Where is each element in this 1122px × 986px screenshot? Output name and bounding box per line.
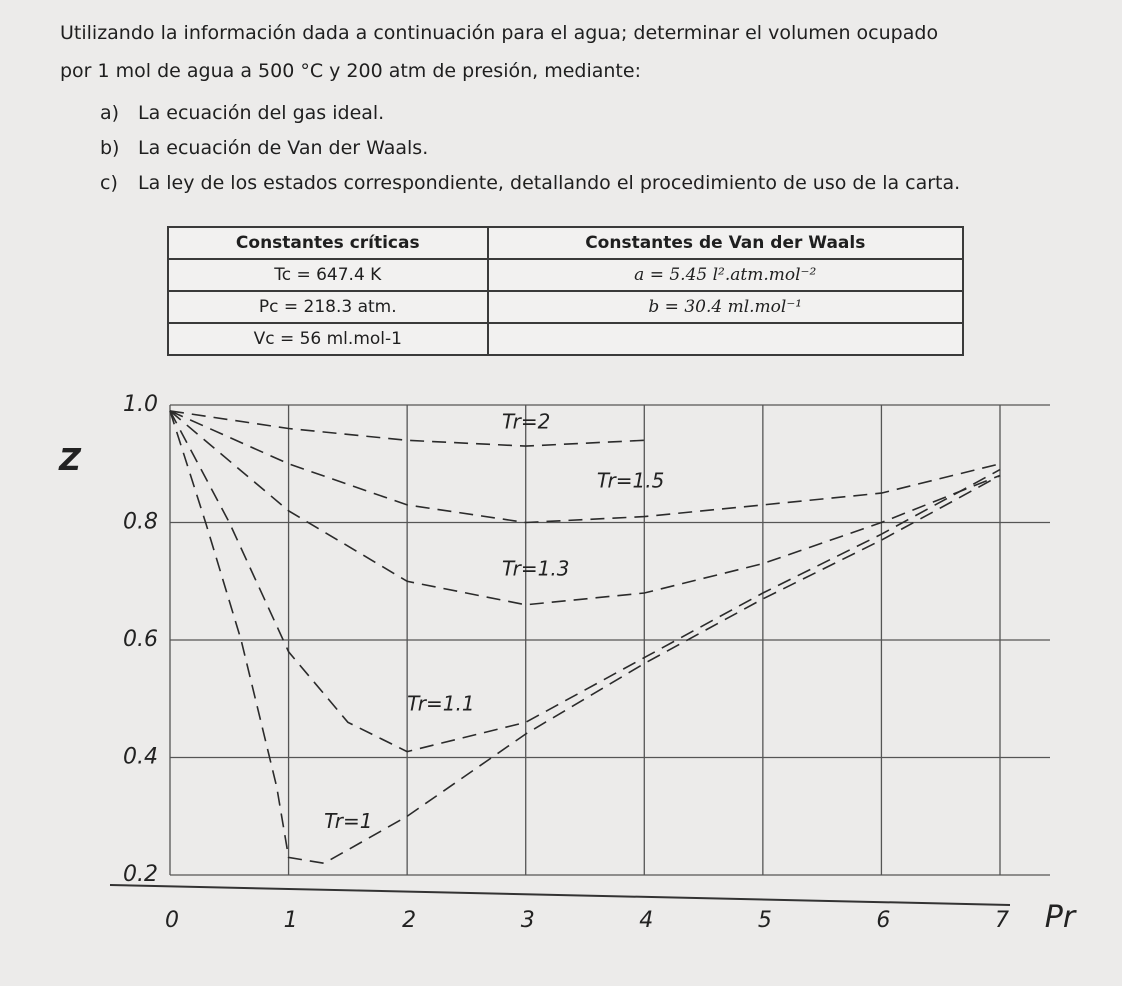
question-list (100, 96, 1100, 201)
table-row (168, 291, 963, 323)
table-cell: a = 5.45 l².atm.mol⁻² (488, 259, 963, 291)
item-text: La ecuación del gas ideal. (138, 102, 385, 124)
x-tick-label: 0 (165, 908, 179, 933)
table-cell: Vc = 56 ml.mol-1 (168, 323, 488, 355)
list-item (100, 131, 1100, 166)
item-text: La ecuación de Van der Waals. (138, 137, 429, 159)
x-tick-label: 5 (757, 908, 772, 933)
list-item (100, 166, 1100, 201)
x-axis-line (110, 885, 1010, 905)
x-tick-label: 4 (639, 908, 654, 933)
x-axis-label: Pr (1044, 900, 1076, 935)
intro-line-2: por 1 mol de agua a 500 °C y 200 atm de presión, mediante: (60, 60, 641, 82)
y-tick-label: 0.8 (123, 509, 158, 535)
y-axis-label: Z (59, 443, 81, 478)
item-letter: a) (100, 102, 120, 124)
table-row (168, 259, 963, 291)
table-row (168, 323, 963, 355)
table-cell: Tc = 647.4 K (168, 259, 488, 291)
series-label: Tr=1 (324, 809, 373, 833)
list-item (100, 96, 1100, 131)
y-tick-label: 0.2 (123, 862, 158, 887)
x-tick-label: 7 (995, 908, 1009, 933)
x-tick-label: 2 (402, 908, 417, 933)
table-header-row (168, 227, 963, 259)
item-letter: c) (100, 172, 118, 194)
y-tick-label: 0.4 (123, 744, 158, 770)
header-van-der-waals: Constantes de Van der Waals (488, 227, 963, 259)
y-tick-label: 0.6 (123, 627, 158, 652)
series-label: Tr=1.1 (407, 691, 475, 716)
series-line (170, 411, 1000, 523)
header-critical: Constantes críticas (168, 227, 488, 259)
constants-table (167, 226, 964, 356)
series-line (170, 411, 1000, 752)
x-tick-label: 3 (520, 908, 535, 933)
table-cell: Pc = 218.3 atm. (168, 291, 488, 323)
table-cell (488, 323, 963, 355)
x-tick-label: 6 (876, 908, 891, 933)
chart-svg (0, 380, 1122, 980)
series-label: Tr=1.3 (502, 556, 570, 581)
series-line (170, 411, 1000, 605)
table-cell: b = 30.4 ml.mol⁻¹ (488, 291, 963, 323)
series-label: Tr=2 (502, 409, 551, 434)
item-letter: b) (100, 137, 120, 159)
intro-line-1: Utilizando la información dada a continuación para el agua; determinar el volumen ocupado (60, 22, 939, 44)
x-tick-label: 1 (283, 908, 298, 933)
item-text: La ley de los estados correspondiente, detallando el procedimiento de uso de la carta. (138, 172, 961, 194)
compressibility-chart (0, 380, 1122, 984)
problem-statement (60, 14, 1100, 201)
series-label: Tr=1.5 (596, 468, 665, 493)
series-line (170, 411, 1000, 863)
y-tick-label: 1.0 (123, 392, 158, 417)
